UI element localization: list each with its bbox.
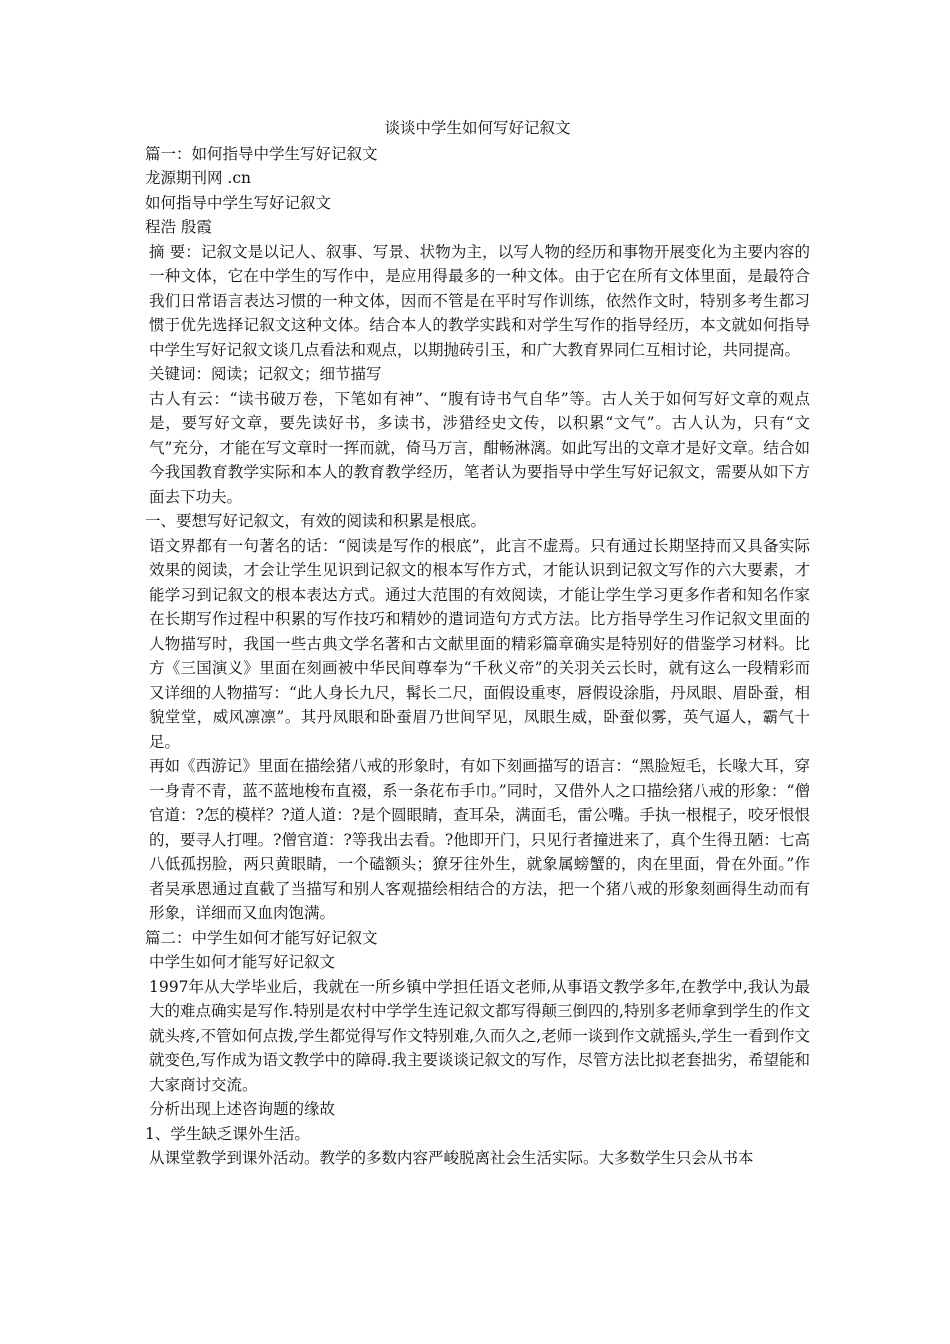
subheading-analysis: 分析出现上述咨询题的缘故 xyxy=(149,1100,336,1118)
list-item-1: 1、学生缺乏课外生活。 xyxy=(145,1124,310,1143)
article-title-2: 中学生如何才能写好记叙文 xyxy=(149,953,336,971)
document-page xyxy=(145,116,810,1171)
abstract-paragraph: 摘 要：记叙文是以记人、叙事、写景、状物为主，以写人物的经历和事物开展变化为主要内容的一种文体，它在中学生的写作中，是应用得最多的一种文体。由于它在所有文体里面，是最符合我们日常语言表达习惯的一种文体，因而不管是在平时写作训练，依然作文时，特别多考生都习惯于优先选择记叙文这种文体。结合本人的教学实践和对学生写作的指导经历，本文就如何指导中学生写好记叙文谈几点看法和观点，以期抛砖引玉，和广大教育界同仁互相讨论，共同提高。 xyxy=(149,242,810,359)
paragraph-xiyouji: 再如《西游记》里面在描绘猪八戒的形象时，有如下刻画描写的语言：“黑脸短毛，长喙大耳，穿一身青不青，蓝不蓝地梭布直裰，系一条花布手巾。”同时，又借外人之口描绘猪八戒的形象：“僧官道：?怎的模样？?道人道：?是个圆眼睛，查耳朵，满面毛，雷公嘴。手执一根棍子，咬牙恨恨的，要寻人打哩。?僧官道：?等我出去看。?他即开门，只见行者撞进来了，真个生得丑陋：七高八低孤拐脸，两只黄眼睛，一个磕额头；獠牙往外生，就象属螃蟹的，肉在里面，骨在外面。”作者吴承恩通过直截了当描写和别人客观描绘相结合的方法，把一个猪八戒的形象刻画得生动而有形象，详细而又血肉饱满。 xyxy=(149,757,810,922)
section-heading-2: 篇二：中学生如何才能写好记叙文 xyxy=(145,928,378,947)
paragraph-classroom: 从课堂教学到课外活动。教学的多数内容严峻脱离社会生活实际。大多数学生只会从书本 xyxy=(149,1149,754,1167)
paragraph-intro: 古人有云：“读书破万卷，下笔如有神”、“腹有诗书气自华”等。古人关于如何写好文章的观点是，要写好文章，要先读好书，多读书，涉猎经史文传，以积累“文气”。古人认为，只有“文气”充分，才能在写文章时一挥而就，倚马万言，酣畅淋漓。如此写出的文章才是好文章。结合如今我国教育教学实际和本人的教育教学经历，笔者认为要指导中学生写好记叙文，需要从如下方面去下功夫。 xyxy=(149,389,810,506)
document-title: 谈谈中学生如何写好记叙文 xyxy=(384,119,571,137)
section-heading-1: 篇一：如何指导中学生写好记叙文 xyxy=(145,144,378,163)
paragraph-reading: 语文界都有一句著名的话：“阅读是写作的根底”，此言不虚焉。只有通过长期坚持而又具备实际效果的阅读，才会让学生见识到记叙文的根本写作方式，才能认识到记叙文写作的六大要素，才能学习到记叙文的根本表达方式。通过大范围的有效阅读，才能让学生学习更多作者和知名作家在长期写作过程中积累的写作技巧和精妙的遣词造句方式方法。比方指导学生习作记叙文里面的人物描写时，我国一些古典文学名著和古文献里面的精彩篇章确实是特别好的借鉴学习材料。比方《三国演义》里面在刻画被中华民间尊奉为“千秋义帝”的关羽关云长时，就有这么一段精彩而又详细的人物描写：“此人身长九尺，髯长二尺，面假设重枣，唇假设涂脂，丹凤眼、眉卧蚕，相貌堂堂，威风凛凛”。其丹凤眼和卧蚕眉乃世间罕见，凤眼生威，卧蚕似雾，英气逼人，霸气十足。 xyxy=(149,536,810,751)
article-title: 如何指导中学生写好记叙文 xyxy=(145,193,332,212)
keywords: 关键词：阅读；记叙文；细节描写 xyxy=(149,365,382,383)
subheading-1: 一、要想写好记叙文，有效的阅读和积累是根底。 xyxy=(145,512,487,530)
paragraph-1997: 1997年从大学毕业后，我就在一所乡镇中学担任语文老师,从事语文教学多年,在教学中,我认为最大的难点确实是写作.特别是农村中学学生连记叙文都写得颠三倒四的,特别多老师拿到学生的作文就头疼,不管如何点拨,学生都觉得写作文特别难,久而久之,老师一谈到作文就摇头,学生一看到作文就变色,写作成为语文教学中的障碍.我主要谈谈记叙文的写作，尽管方法比拟老套拙劣，希望能和大家商讨交流。 xyxy=(149,977,810,1094)
authors: 程浩 殷霞 xyxy=(145,218,212,236)
source-line: 龙源期刊网 .cn xyxy=(145,169,252,187)
